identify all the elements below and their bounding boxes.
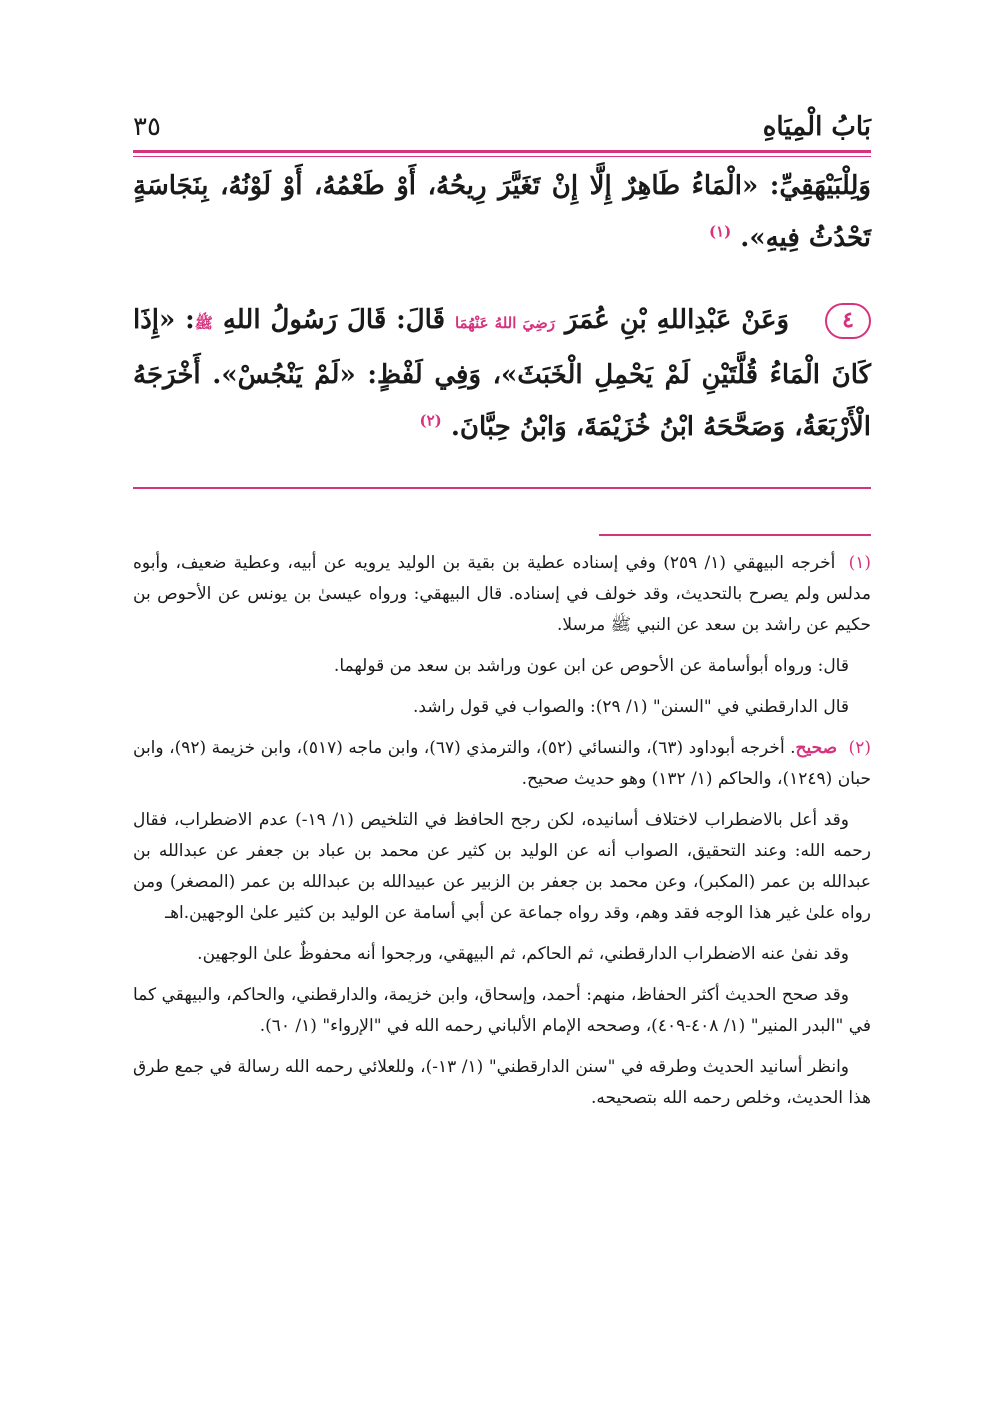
honorific-radiyallah: رَضِيَ اللهُ عَنْهُمَا: [454, 314, 555, 332]
footnote-2-number: (٢): [848, 738, 871, 758]
header-rule-bottom: [133, 156, 871, 157]
main-text: [133, 160, 871, 453]
footnote-2-text-5: وانظر أسانيد الحديث وطرقه في "سنن الدارقطني" (١/ ١٣-)، وللعلائي رحمه الله رسالة في جمع طرق هذا الحديث، وخلص رحمه الله بتصحيحه.: [133, 1057, 871, 1108]
header-rule-top: [133, 150, 871, 153]
footnote-1-line-3: قال الدارقطني في "السنن" (١/ ٢٩): والصواب في قول راشد.: [412, 697, 849, 717]
footnote-1-line-2: قال: ورواه أبوأسامة عن الأحوص عن ابن عون وراشد بن سعد من قولهما.: [333, 656, 849, 676]
footnote-1: [133, 548, 871, 723]
paragraph-bayhaqi-text: وَلِلْبَيْهَقِيِّ: «الْمَاءُ طَاهِرٌ إِلَّا إِنْ تَغَيَّرَ رِيحُهُ، أَوْ طَعْمُهُ، أَوْ لَوْنُهُ، بِنَجَاسَةٍ تَحْدُثُ فِيهِ».: [133, 171, 871, 253]
main-bottom-rule: [133, 487, 871, 489]
hadith-number-badge: ٤: [825, 303, 871, 339]
running-header: [133, 108, 871, 148]
footnote-2-text-2: وقد أعل بالاضطراب لاختلاف أسانيده، لكن رجح الحافظ في التلخيص (١/ ١٩-) عدم الاضطراب، فقال رحمه الله: وعند التحقيق، الصواب أنه عن الوليد بن كثير عن محمد بن عباد بن جعفر عن عبدالله بن عبدالله بن عمر (المكبر)، وعن محمد بن جعفر بن الزبير عن عبيدالله بن عبدالله بن عمر (المصغر) ومن رواه علىٰ غير هذا الوجه فقد وهم، وقد رواه جماعة عن أبي أسامة عن الوليد بن كثير علىٰ الوجهين.اهـ: [133, 810, 871, 923]
footnote-2-text-3: وقد نفىٰ عنه الاضطراب الدارقطني، ثم الحاكم، ثم البيهقي، ورجحوا أنه محفوظٌ علىٰ الوجهين.: [197, 944, 849, 964]
footnotes: [133, 548, 871, 1124]
footnote-1-number: (١): [848, 553, 871, 573]
hadith-4: [133, 294, 871, 453]
footnote-2: [133, 733, 871, 1114]
grade-label: صحيح: [795, 738, 838, 758]
footnote-separator: [599, 534, 871, 536]
hadith-4-text-c: : «إِذَا كَانَ الْمَاءُ قُلَّتَيْنِ لَمْ يَحْمِلِ الْخَبَثَ»، وَفِي لَفْظٍ: «لَمْ يَنْجُسْ». أَخْرَجَهُ الْأَرْبَعَةُ، وَصَحَّحَهُ ابْنُ خُزَيْمَةَ، وَابْنُ حِبَّانَ.: [133, 305, 871, 442]
footnote-ref-1[interactable]: (١): [708, 222, 732, 241]
footnote-2-text-4: وقد صحح الحديث أكثر الحفاظ، منهم: أحمد، وإسحاق، وابن خزيمة، والدارقطني، والحاكم، والبيهقي كما في "البدر المنير" (١/ ٤٠٨-٤٠٩)، وصححه الإمام الألباني رحمه الله في "الإرواء" (١/ ٦٠).: [133, 985, 871, 1036]
hadith-4-text-a: وَعَنْ عَبْدِاللهِ بْنِ عُمَرَ: [564, 305, 790, 335]
footnote-1-text: أخرجه البيهقي (١/ ٢٥٩) وفي إسناده عطية بن بقية بن الوليد يرويه عن أبيه، وعطية ضعيف، وأبوه مدلس ولم يصرح بالتحديث، وقد خولف في إسناده. قال البيهقي: ورواه عيسىٰ بن يونس عن الأحوص بن حكيم عن راشد بن سعد عن النبي ﷺ مرسلا.: [133, 553, 871, 635]
paragraph-bayhaqi: [133, 160, 871, 264]
page-number: ٣٥: [133, 112, 161, 142]
hadith-4-text-b: قَالَ: قَالَ رَسُولُ اللهِ: [222, 305, 446, 335]
footnote-2-text-1: . أخرجه أبوداود (٦٣)، والنسائي (٥٢)، والترمذي (٦٧)، وابن ماجه (٥١٧)، وابن خزيمة (٩٢)، وابن حبان (١٢٤٩)، والحاكم (١/ ١٣٢) وهو حديث صحيح.: [133, 738, 871, 789]
footnote-ref-2[interactable]: (٢): [419, 411, 442, 430]
chapter-title: بَابُ الْمِيَاهِ: [762, 112, 871, 142]
honorific-salla: ﷺ: [194, 314, 213, 332]
